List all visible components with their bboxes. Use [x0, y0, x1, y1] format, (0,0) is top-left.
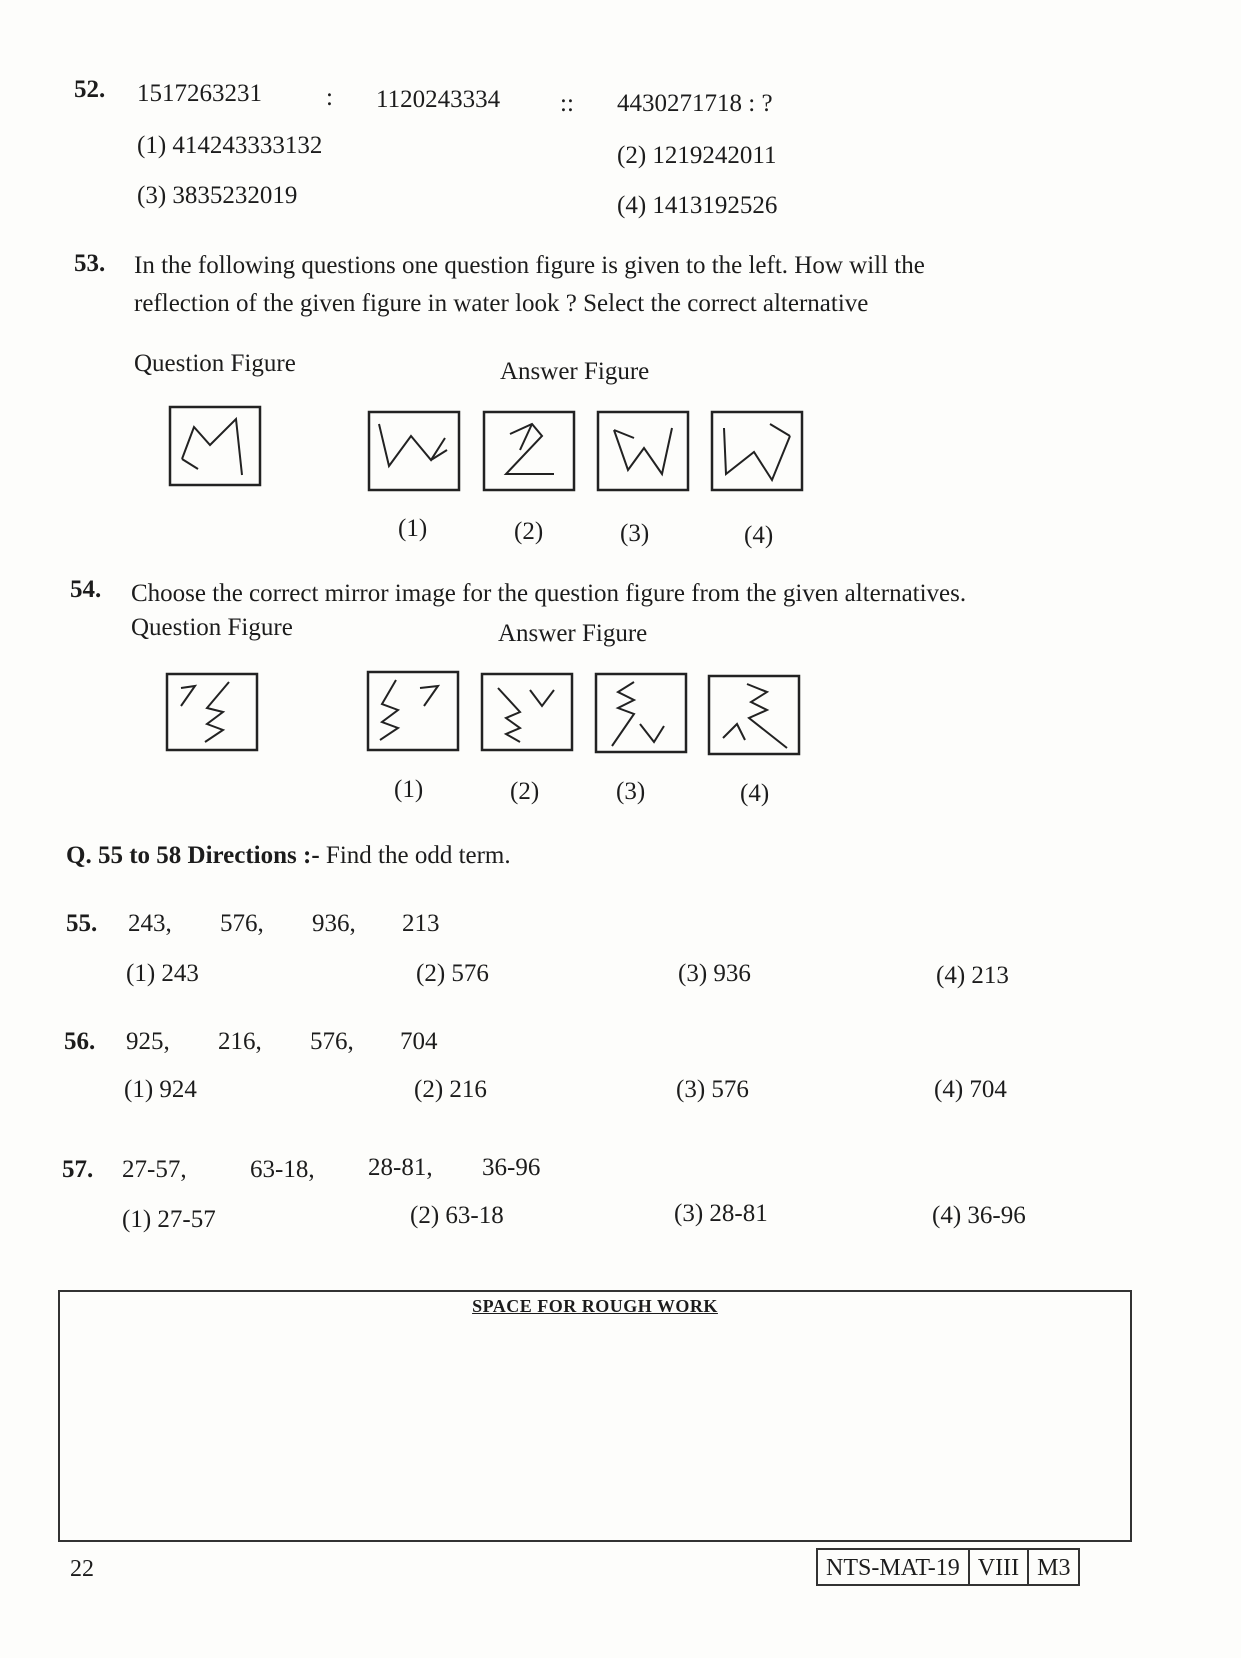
q53-option-label-2: (2) — [514, 518, 544, 545]
q57-term-1: 27-57, — [122, 1156, 187, 1183]
q56-option-2[interactable]: (2) 216 — [414, 1076, 487, 1103]
q52-separator: : — [326, 84, 333, 111]
q56-term-3: 576, — [310, 1028, 354, 1055]
q54-option-label-3: (3) — [616, 778, 646, 805]
q56-option-3[interactable]: (3) 576 — [676, 1076, 749, 1103]
paper-code-exam: NTS-MAT-19 — [818, 1550, 970, 1584]
q53-answer-figure-label: Answer Figure — [500, 358, 650, 385]
q53-answer-figure-3[interactable] — [596, 410, 690, 492]
q53-text-line1: In the following questions one question figure is given to the left. How will the — [134, 252, 925, 279]
paper-code — [816, 1548, 1080, 1586]
q56-number: 56. — [64, 1028, 96, 1055]
q52-option-2[interactable]: (2) 1219242011 — [617, 142, 777, 169]
q55-term-3: 936, — [312, 910, 356, 937]
q55-term-4: 213 — [402, 910, 440, 937]
rough-work-title: SPACE FOR ROUGH WORK — [472, 1296, 718, 1316]
paper-code-class: VIII — [970, 1550, 1029, 1584]
q55-option-1[interactable]: (1) 243 — [126, 960, 199, 987]
q52-option-1[interactable]: (1) 414243333132 — [137, 132, 323, 159]
q54-answer-figure-4[interactable] — [707, 674, 801, 756]
q54-answer-figure-3[interactable] — [594, 672, 688, 754]
q52-double-separator: :: — [560, 90, 574, 117]
q57-term-2: 63-18, — [250, 1156, 315, 1183]
q54-option-label-4: (4) — [740, 780, 770, 807]
q57-option-4[interactable]: (4) 36-96 — [932, 1202, 1026, 1229]
q52-option-3[interactable]: (3) 3835232019 — [137, 182, 298, 209]
q55-number: 55. — [66, 910, 98, 937]
q54-question-figure — [165, 672, 259, 752]
q54-text-line1: Choose the correct mirror image for the question figure from the given alternatives. — [131, 580, 967, 607]
q54-answer-figure-label: Answer Figure — [498, 620, 648, 647]
q54-option-label-1: (1) — [394, 776, 424, 803]
q55-term-2: 576, — [220, 910, 264, 937]
q54-number: 54. — [70, 576, 102, 603]
q54-answer-figure-1[interactable] — [366, 670, 460, 752]
q57-number: 57. — [62, 1156, 94, 1183]
q52-term1: 1517263231 — [137, 80, 262, 107]
q56-term-4: 704 — [400, 1028, 438, 1055]
page-number: 22 — [70, 1556, 94, 1582]
q56-option-1[interactable]: (1) 924 — [124, 1076, 197, 1103]
q53-option-label-4: (4) — [744, 522, 774, 549]
q54-answer-figure-2[interactable] — [480, 672, 574, 752]
q53-option-label-3: (3) — [620, 520, 650, 547]
q53-answer-figure-4[interactable] — [710, 410, 804, 492]
q55-option-3[interactable]: (3) 936 — [678, 960, 751, 987]
q57-term-3: 28-81, — [368, 1154, 433, 1181]
q56-option-4[interactable]: (4) 704 — [934, 1076, 1007, 1103]
rough-work-box[interactable] — [58, 1290, 1132, 1542]
q53-answer-figure-2[interactable] — [482, 410, 576, 492]
q56-term-1: 925, — [126, 1028, 170, 1055]
q53-answer-figure-1[interactable] — [367, 410, 461, 492]
q53-question-figure — [168, 405, 262, 487]
q54-question-figure-label: Question Figure — [131, 614, 293, 641]
q52-number: 52. — [74, 76, 106, 103]
q55-option-4[interactable]: (4) 213 — [936, 962, 1009, 989]
q53-question-figure-label: Question Figure — [134, 350, 296, 377]
q57-option-2[interactable]: (2) 63-18 — [410, 1202, 504, 1229]
q53-text-line2: reflection of the given figure in water look ? Select the correct alternative — [134, 290, 869, 317]
q57-term-4: 36-96 — [482, 1154, 541, 1181]
directions-text: Find the odd term. — [325, 842, 511, 869]
q57-option-3[interactable]: (3) 28-81 — [674, 1200, 768, 1227]
q52-option-4[interactable]: (4) 1413192526 — [617, 192, 778, 219]
directions — [66, 842, 511, 870]
q52-term2: 1120243334 — [376, 86, 501, 113]
q52-term3: 4430271718 : ? — [617, 90, 773, 117]
q53-number: 53. — [74, 250, 106, 277]
q57-option-1[interactable]: (1) 27-57 — [122, 1206, 216, 1233]
directions-heading: Q. 55 to 58 Directions :- — [66, 842, 320, 869]
q55-option-2[interactable]: (2) 576 — [416, 960, 489, 987]
q54-option-label-2: (2) — [510, 778, 540, 805]
paper-code-set: M3 — [1037, 1555, 1071, 1581]
q56-term-2: 216, — [218, 1028, 262, 1055]
q53-option-label-1: (1) — [398, 515, 428, 542]
q55-term-1: 243, — [128, 910, 172, 937]
